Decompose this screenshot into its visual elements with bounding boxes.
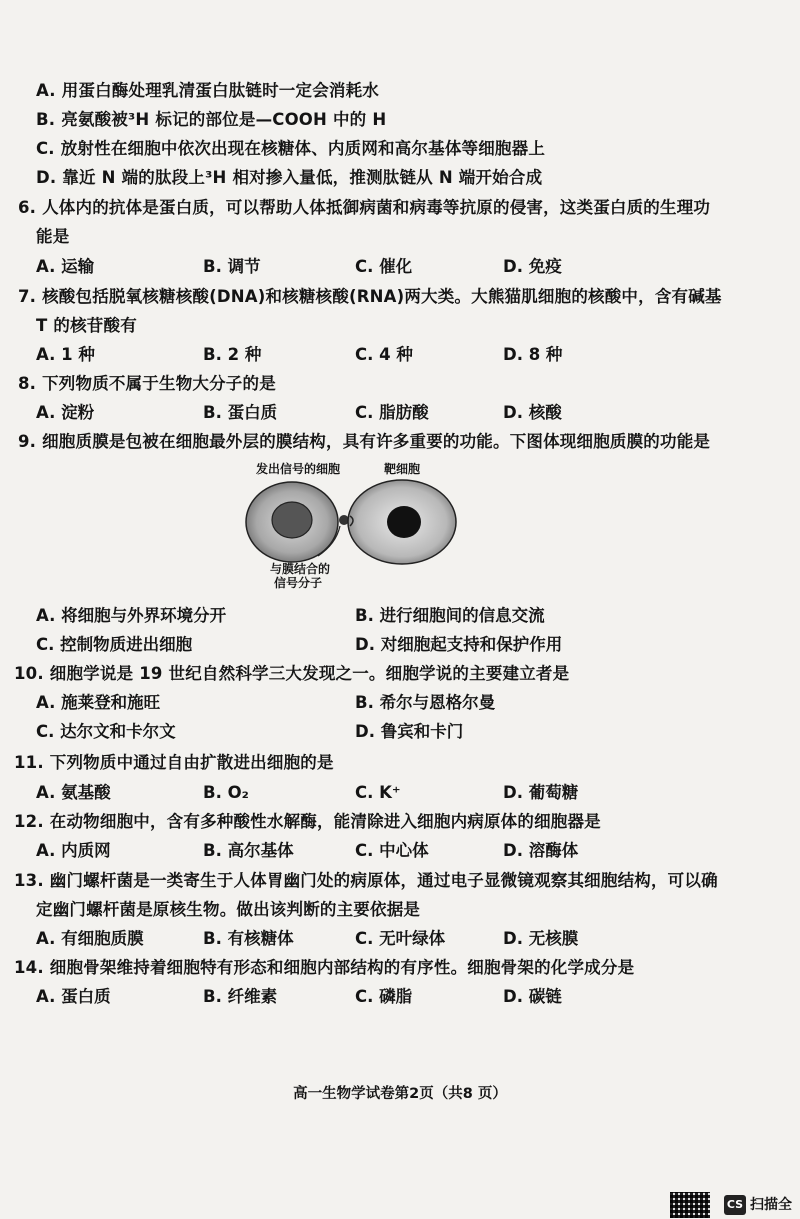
q13-stem-line1: 13. 幽门螺杆菌是一类寄生于人体胃幽门处的病原体，通过电子显微镜观察其细胞结构，可以确 xyxy=(14,871,718,890)
q8-option-d: D. 核酸 xyxy=(503,403,562,422)
q11-option-a: A. 氨基酸 xyxy=(36,783,111,802)
q8-option-b: B. 蛋白质 xyxy=(203,403,278,422)
q12-stem: 12. 在动物细胞中，含有多种酸性水解酶，能清除进入细胞内病原体的细胞器是 xyxy=(14,812,601,831)
sender-nucleus xyxy=(272,502,312,538)
q11-stem: 11. 下列物质中通过自由扩散进出细胞的是 xyxy=(14,753,334,772)
q6-stem-line2: 能是 xyxy=(36,227,70,246)
q14-stem: 14. 细胞骨架维持着细胞特有形态和细胞内部结构的有序性。细胞骨架的化学成分是 xyxy=(14,958,635,977)
q9-option-b: B. 进行细胞间的信息交流 xyxy=(355,606,545,625)
q9-option-a: A. 将细胞与外界环境分开 xyxy=(36,606,227,625)
q14-option-b: B. 纤维素 xyxy=(203,987,278,1006)
q11-option-d: D. 葡萄糖 xyxy=(503,783,579,802)
label-signal-line1: 与膜结合的 xyxy=(270,562,331,576)
q11-option-c: C. K⁺ xyxy=(355,783,401,802)
page-footer: 高一生物学试卷第2页（共8 页） xyxy=(293,1086,507,1102)
q10-option-a: A. 施莱登和施旺 xyxy=(36,693,161,712)
q7-option-b: B. 2 种 xyxy=(203,345,262,364)
q13-option-a: A. 有细胞质膜 xyxy=(36,929,144,948)
q13-stem-line2: 定幽门螺杆菌是原核生物。做出该判断的主要依据是 xyxy=(36,900,421,919)
q13-option-b: B. 有核糖体 xyxy=(203,929,294,948)
target-nucleus xyxy=(387,506,421,538)
q6-option-a: A. 运输 xyxy=(36,257,95,276)
q8-stem: 8. 下列物质不属于生物大分子的是 xyxy=(18,374,276,393)
q10-option-d: D. 鲁宾和卡门 xyxy=(355,722,464,741)
q6-option-b: B. 调节 xyxy=(203,257,261,276)
label-signal-line2: 信号分子 xyxy=(274,576,323,590)
q12-option-b: B. 高尔基体 xyxy=(203,841,294,860)
q8-option-c: C. 脂肪酸 xyxy=(355,403,429,422)
q7-option-c: C. 4 种 xyxy=(355,345,413,364)
q10-stem: 10. 细胞学说是 19 世纪自然科学三大发现之一。细胞学说的主要建立者是 xyxy=(14,664,570,683)
q14-option-c: C. 磷脂 xyxy=(355,987,413,1006)
label-sender-cell: 发出信号的细胞 xyxy=(256,462,341,476)
q13-option-d: D. 无核膜 xyxy=(503,929,579,948)
qr-code-icon xyxy=(670,1192,710,1218)
q9-option-d: D. 对细胞起支持和保护作用 xyxy=(355,635,563,654)
q5-option-d: D. 靠近 N 端的肽段上³H 相对掺入量低，推测肽链从 N 端开始合成 xyxy=(36,168,543,187)
q7-option-a: A. 1 种 xyxy=(36,345,95,364)
camscanner-icon: CS xyxy=(724,1195,746,1215)
scanner-label: 扫描全 xyxy=(750,1197,792,1213)
q10-option-c: C. 达尔文和卡尔文 xyxy=(36,722,176,741)
q5-option-a: A. 用蛋白酶处理乳清蛋白肽链时一定会消耗水 xyxy=(36,81,379,100)
q13-option-c: C. 无叶绿体 xyxy=(355,929,446,948)
cell-signaling-diagram xyxy=(240,458,500,588)
q10-option-b: B. 希尔与恩格尔曼 xyxy=(355,693,496,712)
q7-stem-line1: 7. 核酸包括脱氧核糖核酸(DNA)和核糖核酸(RNA)两大类。大熊猫肌细胞的核酸中，含有碱基 xyxy=(18,287,722,306)
q7-stem-line2: T 的核苷酸有 xyxy=(36,316,137,335)
q6-option-c: C. 催化 xyxy=(355,257,413,276)
q9-stem: 9. 细胞质膜是包被在细胞最外层的膜结构，具有许多重要的功能。下图体现细胞质膜的功能是 xyxy=(18,432,711,451)
q12-option-a: A. 内质网 xyxy=(36,841,111,860)
q5-option-b: B. 亮氨酸被³H 标记的部位是—COOH 中的 H xyxy=(36,110,387,129)
q8-option-a: A. 淀粉 xyxy=(36,403,95,422)
q14-option-a: A. 蛋白质 xyxy=(36,987,111,1006)
label-target-cell: 靶细胞 xyxy=(384,462,421,476)
q12-option-c: C. 中心体 xyxy=(355,841,429,860)
scanner-watermark xyxy=(670,1190,800,1219)
q12-option-d: D. 溶酶体 xyxy=(503,841,579,860)
q6-option-d: D. 免疫 xyxy=(503,257,562,276)
q14-option-d: D. 碳链 xyxy=(503,987,562,1006)
q9-option-c: C. 控制物质进出细胞 xyxy=(36,635,193,654)
q6-stem-line1: 6. 人体内的抗体是蛋白质，可以帮助人体抵御病菌和病毒等抗原的侵害，这类蛋白质的生理功 xyxy=(18,198,711,217)
q7-option-d: D. 8 种 xyxy=(503,345,563,364)
q5-option-c: C. 放射性在细胞中依次出现在核糖体、内质网和高尔基体等细胞器上 xyxy=(36,139,546,158)
q11-option-b: B. O₂ xyxy=(203,783,249,802)
